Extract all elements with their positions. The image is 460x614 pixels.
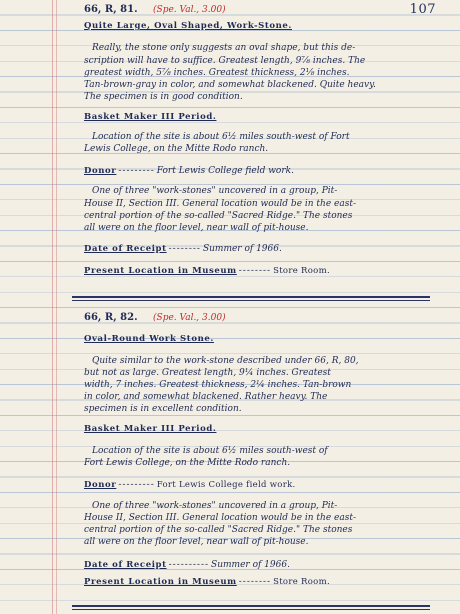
donor-line: Donor --------- Fort Lewis College field work. bbox=[84, 480, 296, 490]
period-line bbox=[84, 422, 454, 437]
description-line: greatest width, 5⅞ inches. Greatest thickness, 2⅛ inches. bbox=[84, 68, 350, 78]
description-line: Tan-brown-gray in color, and somewhat blackened. Quite heavy. bbox=[84, 80, 376, 90]
museum-location-line: Present Location in Museum -------- Store Room. bbox=[84, 266, 330, 276]
receipt-label: Date of Receipt bbox=[84, 244, 167, 254]
location-line: Fort Lewis College, on the Mitte Rodo ranch. bbox=[84, 458, 291, 468]
museum-location-value: Store Room. bbox=[273, 266, 330, 276]
entry-divider bbox=[72, 605, 430, 607]
donor-label: Donor bbox=[84, 166, 117, 176]
museum-location-label: Present Location in Museum bbox=[84, 577, 237, 587]
museum-location-label: Present Location in Museum bbox=[84, 266, 237, 276]
description-line: in color, and somewhat blackened. Rather heavy. The bbox=[84, 392, 328, 402]
receipt-line: Date of Receipt ---------- Summer of 1966. bbox=[84, 560, 290, 570]
description-line: The specimen is in good condition. bbox=[84, 92, 243, 102]
period: Basket Maker III Period. bbox=[84, 424, 217, 434]
page-number: 107 bbox=[409, 2, 436, 17]
context-line: all were on the floor level, near wall of pit-house. bbox=[84, 223, 309, 233]
context-line: House II, Section III. General location would be in the east- bbox=[84, 513, 356, 523]
entry-title-line bbox=[84, 332, 454, 347]
receipt-value: Summer of 1966. bbox=[202, 244, 282, 254]
location-line: Location of the site is about 6½ miles south-west of Fort bbox=[92, 132, 350, 142]
period: Basket Maker III Period. bbox=[84, 112, 217, 122]
entry-divider bbox=[72, 296, 430, 298]
donor-value: Fort Lewis College field work. bbox=[156, 166, 294, 176]
catalog-number: 66, R, 81. bbox=[84, 4, 138, 15]
specimen-value: (Spe. Val., 3.00) bbox=[153, 5, 226, 15]
description-line: width, 7 inches. Greatest thickness, 2¼ inches. Tan-brown bbox=[84, 380, 352, 390]
specimen-value: (Spe. Val., 3.00) bbox=[153, 313, 226, 323]
context-line: One of three "work-stones" uncovered in a group, Pit- bbox=[92, 501, 338, 511]
donor-value: Fort Lewis College field work. bbox=[156, 480, 296, 490]
context-line: House II, Section III. General location would be in the east- bbox=[84, 199, 356, 209]
catalog-number: 66, R, 82. bbox=[84, 312, 138, 323]
receipt-value: Summer of 1966. bbox=[211, 560, 290, 570]
description-line: but not as large. Greatest length, 9¼ inches. Greatest bbox=[84, 368, 331, 378]
receipt-line: Date of Receipt -------- Summer of 1966. bbox=[84, 244, 282, 254]
donor-line: Donor --------- Fort Lewis College field work. bbox=[84, 166, 294, 176]
receipt-label: Date of Receipt bbox=[84, 560, 167, 570]
entry-title: Quite Large, Oval Shaped, Work-Stone. bbox=[84, 21, 292, 31]
description-line: specimen is in excellent condition. bbox=[84, 404, 242, 414]
context-line: central portion of the so-called "Sacred Ridge." The stones bbox=[84, 525, 353, 535]
location-line: Lewis College, on the Mitte Rodo ranch. bbox=[84, 144, 269, 154]
entry-header bbox=[84, 4, 226, 15]
context-line: central portion of the so-called "Sacred Ridge." The stones bbox=[84, 211, 353, 221]
description-line: Quite similar to the work-stone described under 66, R, 80, bbox=[92, 356, 359, 366]
location-line: Location of the site is about 6½ miles south-west of bbox=[92, 446, 328, 456]
description-line: Really, the stone only suggests an oval shape, but this de- bbox=[92, 43, 356, 53]
entry-title: Oval-Round Work Stone. bbox=[84, 334, 214, 344]
context-line: all were on the floor level, near wall of pit-house. bbox=[84, 537, 309, 547]
donor-label: Donor bbox=[84, 480, 117, 490]
museum-location-line: Present Location in Museum -------- Store Room. bbox=[84, 577, 330, 587]
entry-title-line bbox=[84, 19, 454, 34]
description-line: scription will have to suffice. Greatest length, 9⅞ inches. The bbox=[84, 56, 366, 66]
museum-location-value: Store Room. bbox=[273, 577, 330, 587]
entry-header bbox=[84, 312, 226, 323]
period-line bbox=[84, 110, 454, 125]
context-line: One of three "work-stones" uncovered in a group, Pit- bbox=[92, 186, 338, 196]
